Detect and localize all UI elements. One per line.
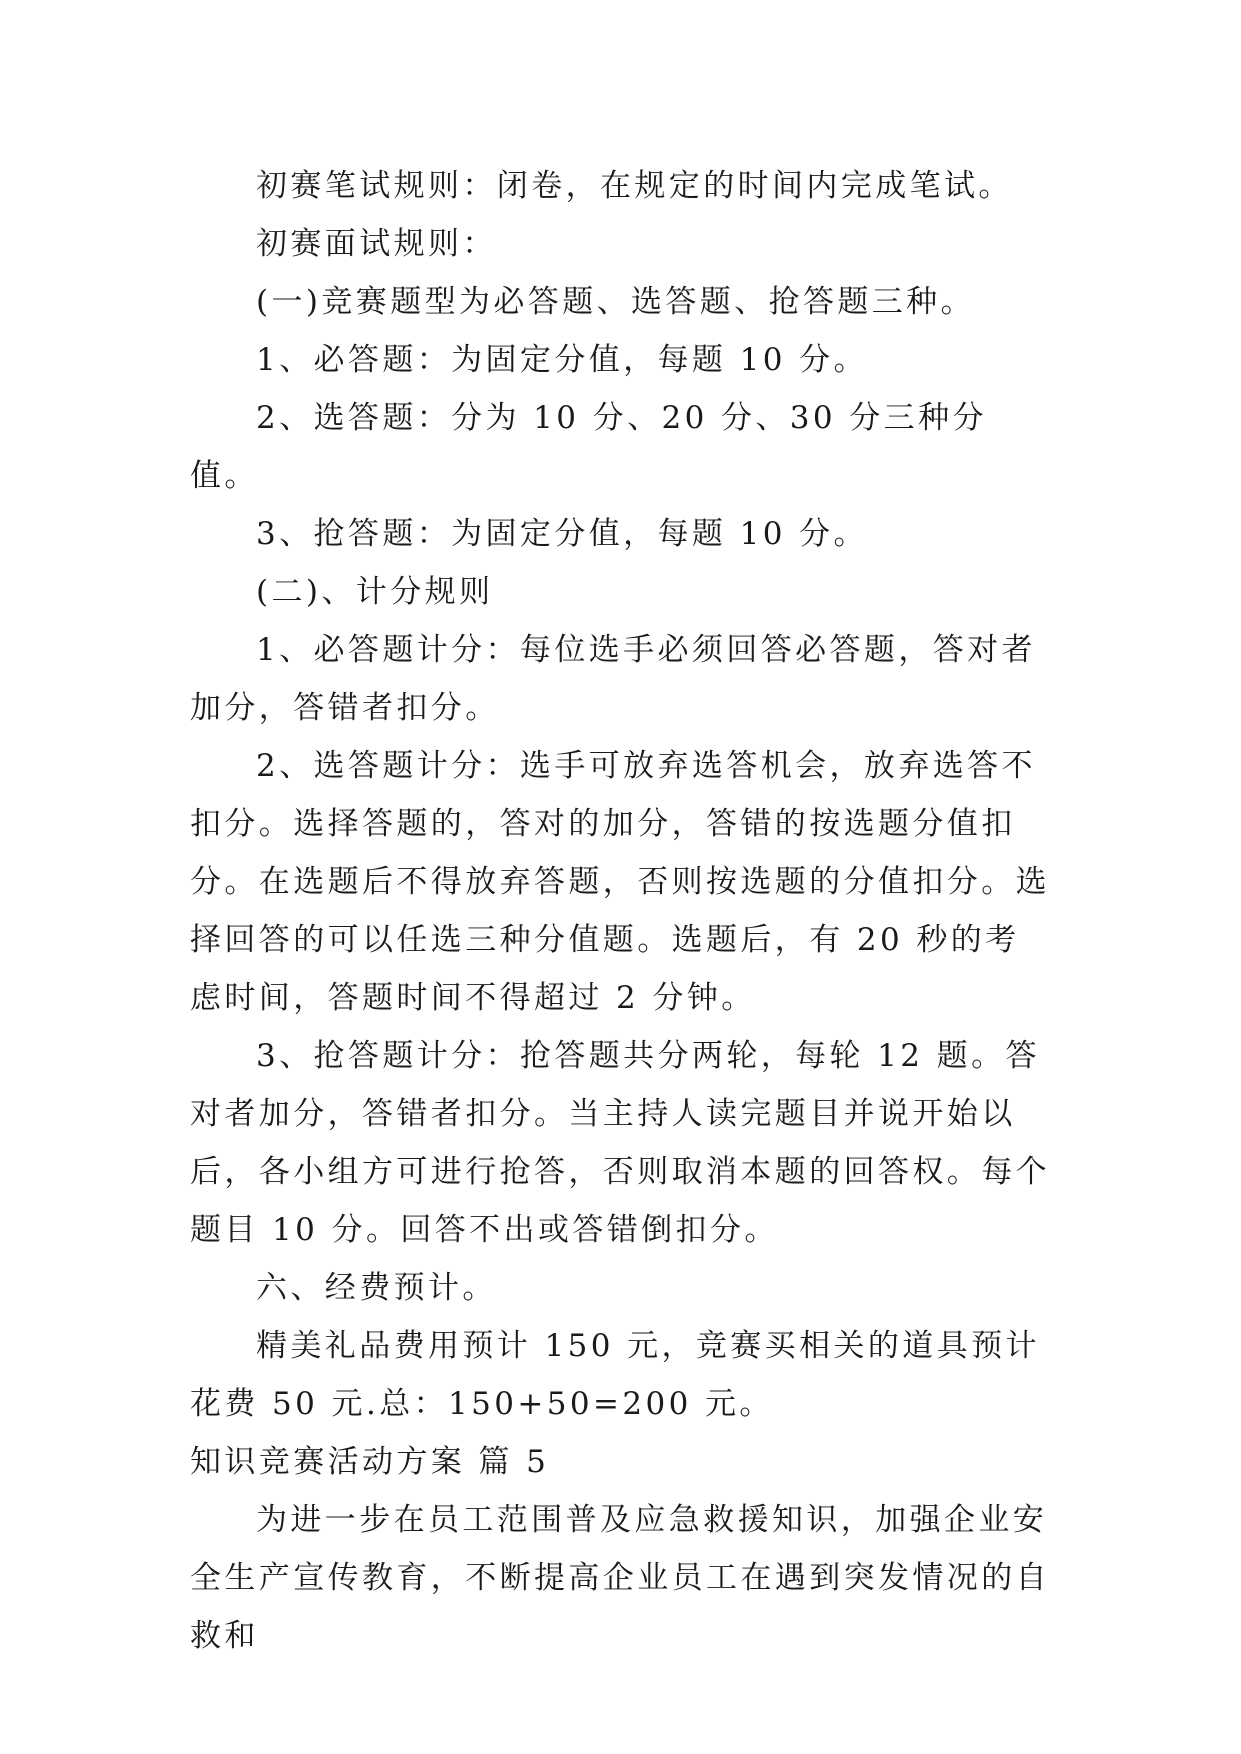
section-title: 知识竞赛活动方案 篇 5 (190, 1444, 550, 1480)
document-body (190, 157, 1050, 1665)
paragraph-section-intro: 为进一步在员工范围普及应急救援知识，加强企业安全生产宣传教育，不断提高企业员工在遇到突发情况的自救和 (190, 1502, 1050, 1654)
paragraph-required-questions: 1、必答题：为固定分值，每题 10 分。 (256, 342, 868, 378)
paragraph-optional-questions: 2、选答题：分为 10 分、20 分、30 分三种分值。 (190, 400, 987, 494)
paragraph-budget-detail: 精美礼品费用预计 150 元，竞赛买相关的道具预计花费 50 元.总：150+50=200 元。 (190, 1328, 1040, 1422)
paragraph-required-scoring: 1、必答题计分：每位选手必须回答必答题，答对者加分，答错者扣分。 (190, 632, 1036, 726)
paragraph-buzzer-scoring: 3、抢答题计分：抢答题共分两轮，每轮 12 题。答对者加分，答错者扣分。当主持人读完题目并说开始以后，各小组方可进行抢答，否则取消本题的回答权。每个题目 10 分。回答不出或答错倒扣分。 (190, 1038, 1050, 1248)
paragraph-question-types: (一)竞赛题型为必答题、选答题、抢答题三种。 (256, 284, 975, 320)
paragraph-scoring-rules-heading: (二)、计分规则 (256, 574, 494, 610)
paragraph-budget-heading: 六、经费预计。 (256, 1270, 497, 1306)
paragraph-written-test-rule: 初赛笔试规则：闭卷，在规定的时间内完成笔试。 (256, 168, 1013, 204)
paragraph-interview-rule-heading: 初赛面试规则： (256, 226, 497, 262)
paragraph-buzzer-questions: 3、抢答题：为固定分值，每题 10 分。 (256, 516, 868, 552)
paragraph-optional-scoring: 2、选答题计分：选手可放弃选答机会，放弃选答不扣分。选择答题的，答对的加分，答错的按选题分值扣分。在选题后不得放弃答题，否则按选题的分值扣分。选择回答的可以任选三种分值题。选题后，有 20 秒的考虑时间，答题时间不得超过 2 分钟。 (190, 748, 1050, 1016)
